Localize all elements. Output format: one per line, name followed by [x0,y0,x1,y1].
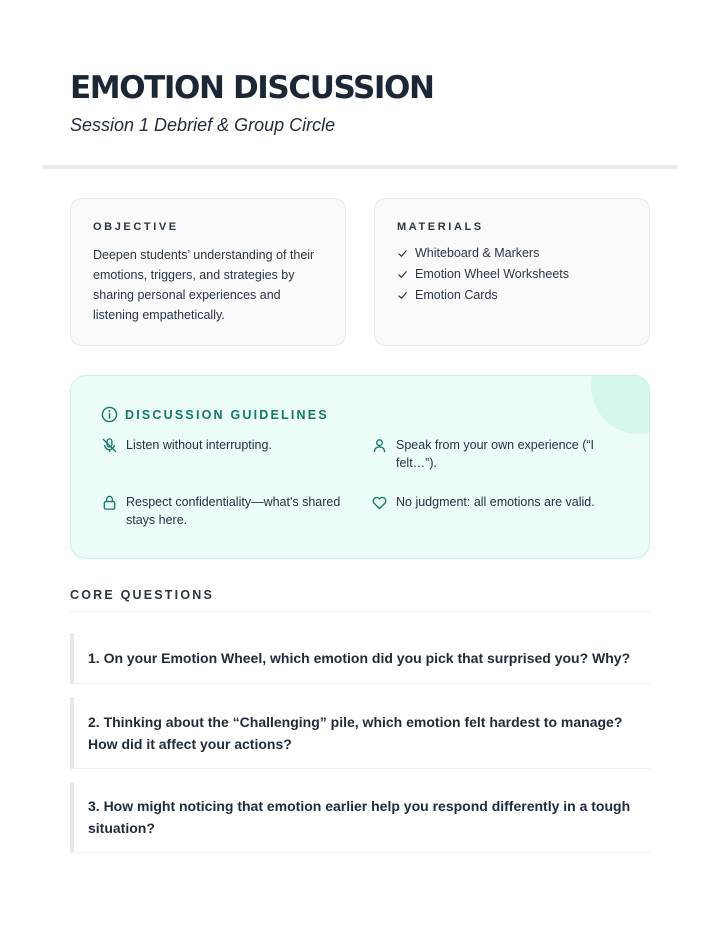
question-item [70,633,650,684]
materials-item-label: Emotion Cards [415,288,498,302]
guideline-text: Speak from your own experience (“I felt…”). [396,438,595,470]
check-icon [397,248,408,259]
core-questions-heading: CORE QUESTIONS [70,588,215,602]
guidelines-panel [70,375,650,559]
question-item [70,697,650,769]
question-text: 2. Thinking about the “Challenging” pile, which emotion felt hardest to manage? How did it affect your actions? [88,713,623,752]
guidelines-heading [101,406,329,423]
guideline-text: Respect confidentiality—what's shared stays here. [126,495,341,527]
guideline-item [371,493,621,511]
core-divider [70,611,650,612]
lock-icon [101,494,118,511]
objective-text: Deepen students’ understanding of their emotions, triggers, and strategies by sharing personal experiences and listening empathetically. [93,248,315,322]
guideline-text: Listen without interrupting. [126,438,272,452]
guideline-item [101,493,351,529]
question-text: 3. How might noticing that emotion earlier help you respond differently in a tough situation? [88,798,631,836]
materials-item-label: Whiteboard & Markers [415,246,540,260]
question-item [70,782,650,853]
guideline-item [371,436,611,472]
materials-card [374,198,650,346]
guideline-item [101,436,341,454]
header-divider [42,165,678,169]
question-text: 1. On your Emotion Wheel, which emotion did you pick that surprised you? Why? [88,650,631,666]
guidelines-heading-label: DISCUSSION GUIDELINES [125,407,329,422]
page-header [70,68,434,136]
page-subtitle: Session 1 Debrief & Group Circle [70,115,336,135]
materials-item [397,243,569,264]
materials-heading: MATERIALS [397,221,484,233]
mic-off-icon [101,437,118,454]
materials-item [397,264,569,285]
guideline-text: No judgment: all emotions are valid. [396,495,595,509]
materials-item [397,285,569,306]
page-title: EMOTION DISCUSSION [70,70,434,106]
objective-card [70,198,346,346]
heart-icon [371,494,388,511]
check-icon [397,269,408,280]
decorative-circle [591,375,650,434]
info-icon [101,406,118,423]
objective-heading: OBJECTIVE [93,221,179,233]
materials-item-label: Emotion Wheel Worksheets [415,267,569,281]
check-icon [397,290,408,301]
materials-list [397,243,569,306]
user-icon [371,437,388,454]
